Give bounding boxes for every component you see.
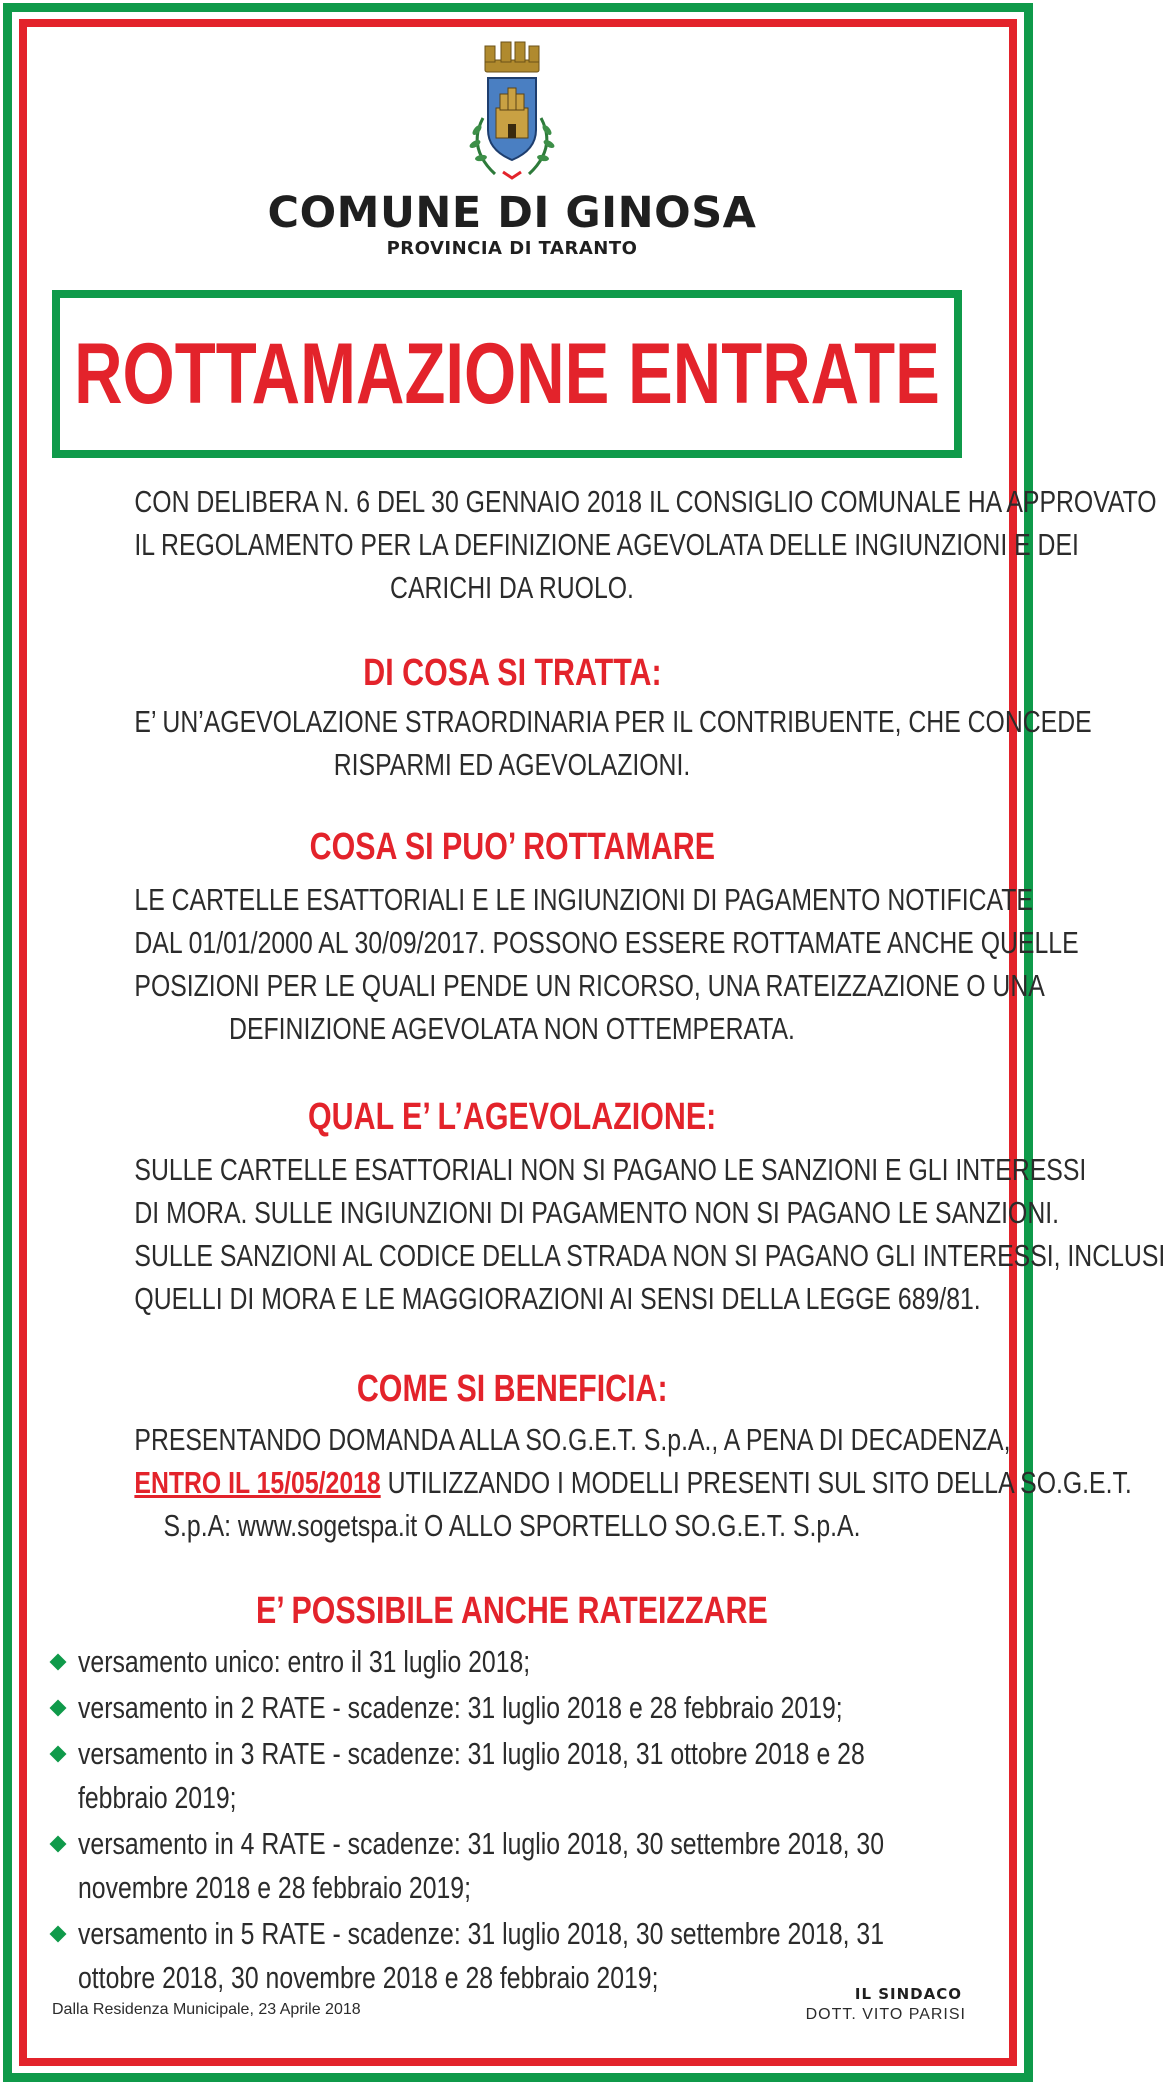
bullet-diamond-icon xyxy=(50,1654,67,1671)
main-title-box xyxy=(52,290,962,458)
section-line: QUELLI DI MORA E LE MAGGIORAZIONI AI SENSI DELLA LEGGE 689/81. xyxy=(134,1281,981,1316)
list-item: versamento in 4 RATE - scadenze: 31 luglio 2018, 30 settembre 2018, 30 novembre 2018 e 28 febbraio 2019; xyxy=(48,1822,988,1910)
main-title: ROTTAMAZIONE ENTRATE xyxy=(74,325,940,422)
section-heading: DI COSA SI TRATTA: xyxy=(362,652,662,694)
list-item: versamento unico: entro il 31 luglio 2018; xyxy=(48,1640,988,1684)
bullet-diamond-icon xyxy=(50,1746,67,1763)
intro-paragraph xyxy=(40,480,1157,609)
section-line: RISPARMI ED AGEVOLAZIONI. xyxy=(333,747,691,782)
section-line: LE CARTELLE ESATTORIALI E LE INGIUNZIONI DI PAGAMENTO NOTIFICATE xyxy=(134,882,1033,917)
section-line: POSIZIONI PER LE QUALI PENDE UN RICORSO, UNA RATEIZZAZIONE O UNA xyxy=(134,968,1045,1003)
installments-list xyxy=(48,1640,988,2002)
intro-line: IL REGOLAMENTO PER LA DEFINIZIONE AGEVOLATA DELLE INGIUNZIONI E DEI xyxy=(134,527,1079,562)
intro-line: CON DELIBERA N. 6 DEL 30 GENNAIO 2018 IL CONSIGLIO COMUNALE HA APPROVATO xyxy=(134,484,1157,519)
signer-name: DOTT. VITO PARISI xyxy=(805,2006,966,2023)
section-line: DEFINIZIONE AGEVOLATA NON OTTEMPERATA. xyxy=(229,1011,795,1046)
deadline-text: ENTRO IL 15/05/2018 xyxy=(134,1465,381,1500)
intro-line: CARICHI DA RUOLO. xyxy=(390,570,634,605)
section-line: ENTRO IL 15/05/2018 UTILIZZANDO I MODELLI PRESENTI SUL SITO DELLA SO.G.E.T. xyxy=(134,1465,1132,1500)
bullet-diamond-icon xyxy=(50,1700,67,1717)
province-name: PROVINCIA DI TARANTO xyxy=(386,238,638,259)
section-line: E’ UN’AGEVOLAZIONE STRAORDINARIA PER IL CONTRIBUENTE, CHE CONCEDE xyxy=(134,704,1092,739)
list-item: versamento in 5 RATE - scadenze: 31 luglio 2018, 30 settembre 2018, 31 ottobre 2018, 30 novembre 2018 e 28 febbraio 2019; xyxy=(48,1912,988,2000)
section-line: SULLE CARTELLE ESATTORIALI NON SI PAGANO LE SANZIONI E GLI INTERESSI xyxy=(134,1152,1087,1187)
list-item: versamento in 2 RATE - scadenze: 31 luglio 2018 e 28 febbraio 2019; xyxy=(48,1686,988,1730)
section-paragraph xyxy=(40,1418,1132,1547)
bullet-diamond-icon xyxy=(50,1926,67,1943)
list-item: versamento in 3 RATE - scadenze: 31 luglio 2018, 31 ottobre 2018 e 28 febbraio 2019; xyxy=(48,1732,988,1820)
section-line: DAL 01/01/2000 AL 30/09/2017. POSSONO ESSERE ROTTAMATE ANCHE QUELLE xyxy=(134,925,1079,960)
bullet-diamond-icon xyxy=(50,1836,67,1853)
section-heading: QUAL E’ L’AGEVOLAZIONE: xyxy=(307,1096,717,1138)
signer-title: IL SINDACO xyxy=(854,1985,962,2003)
section-heading: COSA SI PUO’ ROTTAMARE xyxy=(309,826,715,868)
section-paragraph xyxy=(40,878,1079,1050)
section-paragraph xyxy=(40,1148,1165,1320)
section-heading: E’ POSSIBILE ANCHE RATEIZZARE xyxy=(256,1590,768,1632)
section-heading: COME SI BENEFICIA: xyxy=(356,1368,668,1410)
section-line: PRESENTANDO DOMANDA ALLA SO.G.E.T. S.p.A., A PENA DI DECADENZA, xyxy=(134,1422,1011,1457)
section-line: S.p.A: www.sogetspa.it O ALLO SPORTELLO SO.G.E.T. S.p.A. xyxy=(163,1508,861,1543)
section-line: SULLE SANZIONI AL CODICE DELLA STRADA NON SI PAGANO GLI INTERESSI, INCLUSI xyxy=(134,1238,1165,1273)
section-line: DI MORA. SULLE INGIUNZIONI DI PAGAMENTO NON SI PAGANO LE SANZIONI. xyxy=(134,1195,1060,1230)
municipal-crest-icon xyxy=(455,38,569,188)
municipality-name: COMUNE DI GINOSA xyxy=(267,188,757,238)
place-date: Dalla Residenza Municipale, 23 Aprile 2018 xyxy=(52,2001,361,2018)
section-paragraph xyxy=(40,700,1092,786)
